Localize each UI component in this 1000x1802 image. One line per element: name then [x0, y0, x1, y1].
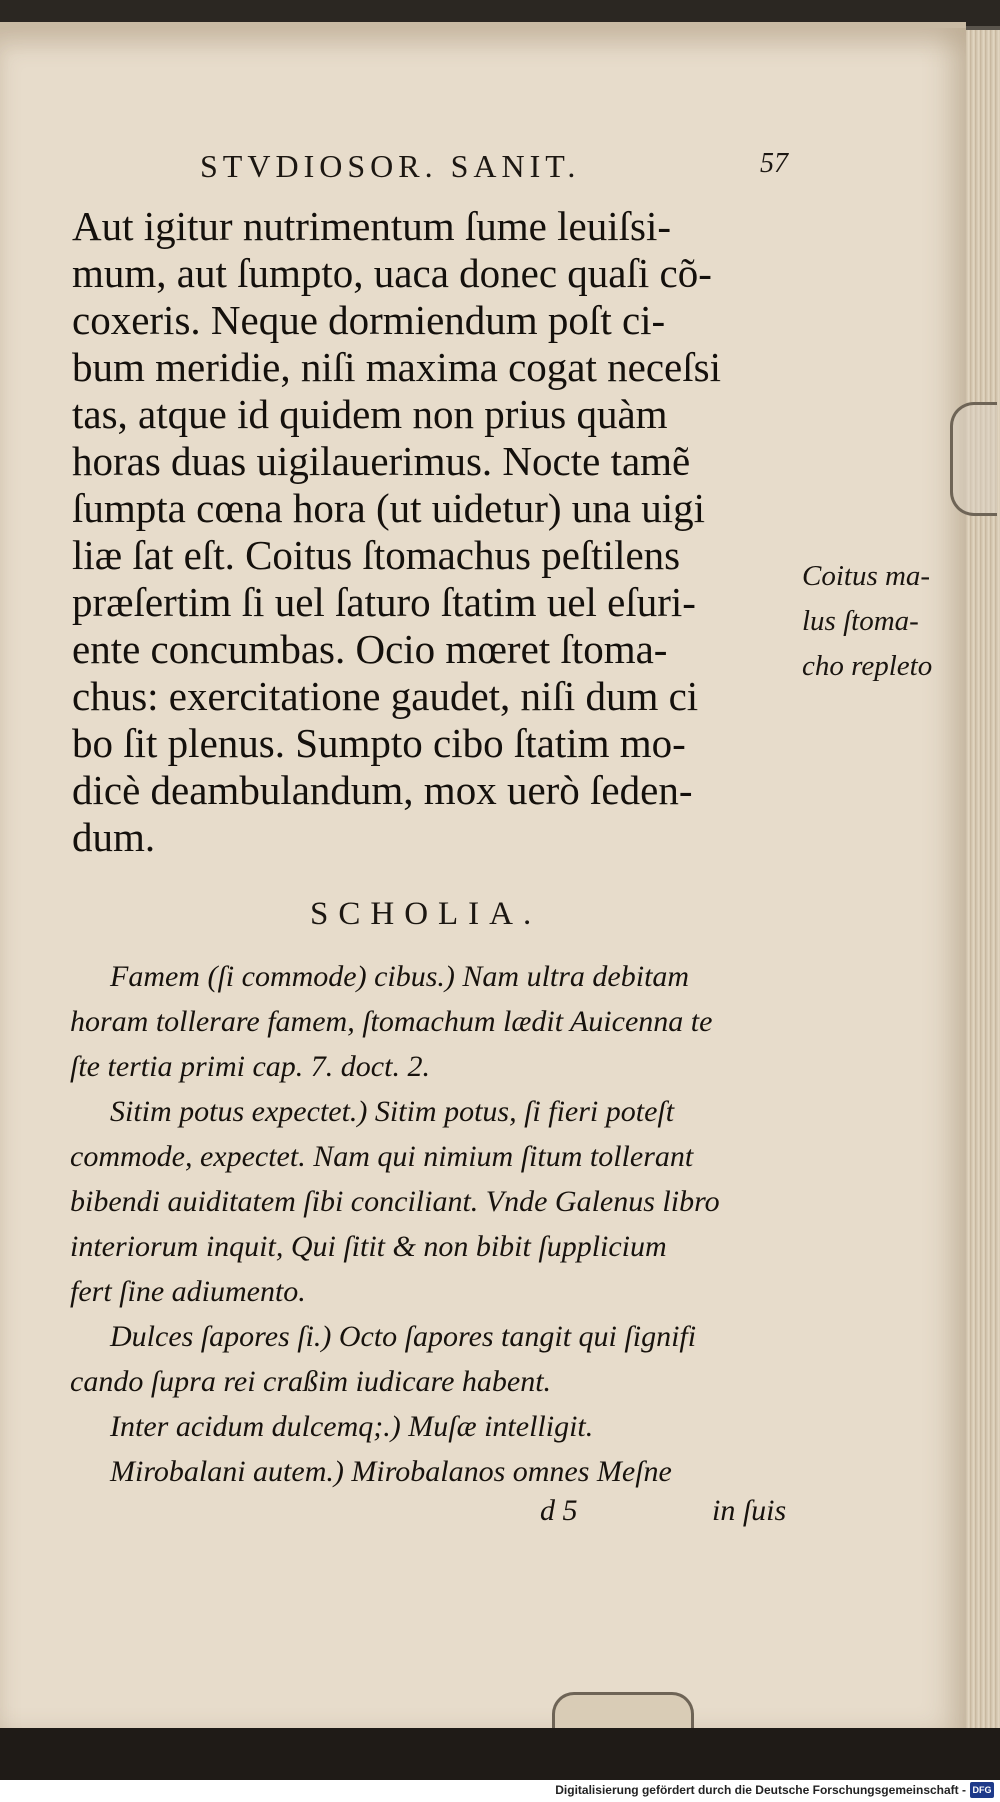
scholia-line: Sitim potus expectet.) Sitim potus, ſi fieri poteſt: [110, 1095, 675, 1128]
margin-line: lus ſtoma-: [802, 605, 919, 637]
text-line: ente concumbas. Ocio mœret ſtoma-: [72, 626, 668, 672]
page-tab-right: [950, 402, 997, 516]
scholia-line: bibendi auiditatem ſibi conciliant. Vnde Galenus libro: [70, 1185, 720, 1218]
text-line: bum meridie, niſi maxima cogat neceſsi: [72, 344, 721, 390]
text-line: Aut igitur nutrimentum ſume leuiſsi-: [72, 203, 671, 249]
running-title: STVDIOSOR. SANIT.: [200, 148, 581, 184]
catchline: [540, 1494, 810, 1539]
page-edges: [966, 30, 1000, 1730]
dfg-logo: DFG: [970, 1782, 994, 1798]
scholia-line: fert ſine adiumento.: [70, 1275, 306, 1308]
running-head: [200, 148, 800, 192]
text-line: coxeris. Neque dormiendum poſt ci-: [72, 297, 666, 343]
scholia-line: interiorum inquit, Qui ſitit & non bibit ſupplicium: [70, 1230, 667, 1263]
text-line: chus: exercitatione gaudet, niſi dum ci: [72, 673, 699, 719]
marginal-note: [802, 554, 968, 689]
scholia-block: [70, 954, 810, 1494]
scholia-line: Mirobalani autem.) Mirobalanos omnes Meſne: [110, 1455, 672, 1488]
text-line: præſertim ſi uel ſaturo ſtatim uel eſuri-: [72, 579, 696, 625]
scholia-line: Inter acidum dulcemq;.) Muſæ intelligit.: [110, 1410, 594, 1443]
catchword: in ſuis: [712, 1494, 787, 1527]
scholia-heading: SCHOLIA.: [310, 896, 542, 932]
scholia-line: horam tollerare famem, ſtomachum lædit Auicenna te: [70, 1005, 713, 1038]
text-line: liæ ſat eſt. Coitus ſtomachus peſtilens: [72, 532, 681, 578]
scholia-line: Famem (ſi commode) cibus.) Nam ultra debitam: [110, 960, 690, 993]
margin-line: cho repleto: [802, 650, 933, 682]
text-line: bo ſit plenus. Sumpto cibo ſtatim mo-: [72, 720, 686, 766]
page-number: 57: [760, 148, 788, 179]
margin-line: Coitus ma-: [802, 560, 931, 592]
text-line: mum, aut ſumpto, uaca donec quaſi cõ-: [72, 250, 712, 296]
book-bottom-edge: [0, 1728, 1000, 1780]
text-line: dicè deambulandum, mox uerò ſeden-: [72, 767, 693, 813]
signature-mark: d 5: [540, 1494, 578, 1527]
scholia-line: cando ſupra rei craßim iudicare habent.: [70, 1365, 552, 1398]
text-line: horas duas uigilauerimus. Nocte tamẽ: [72, 438, 691, 484]
text-line: tas, atque id quidem non prius quàm: [72, 391, 668, 437]
text-line: dum.: [72, 814, 156, 860]
main-text-block: [72, 203, 802, 861]
text-line: ſumpta cœna hora (ut uidetur) una uigi: [72, 485, 706, 531]
scholia-line: commode, expectet. Nam qui nimium ſitum tollerant: [70, 1140, 694, 1173]
scholia-line: ſte tertia primi cap. 7. doct. 2.: [70, 1050, 430, 1083]
scholia-line: Dulces ſapores ſi.) Octo ſapores tangit qui ſignifi: [110, 1320, 697, 1353]
digitization-credit: Digitalisierung gefördert durch die Deutsche Forschungsgemeinschaft -: [555, 1783, 966, 1797]
